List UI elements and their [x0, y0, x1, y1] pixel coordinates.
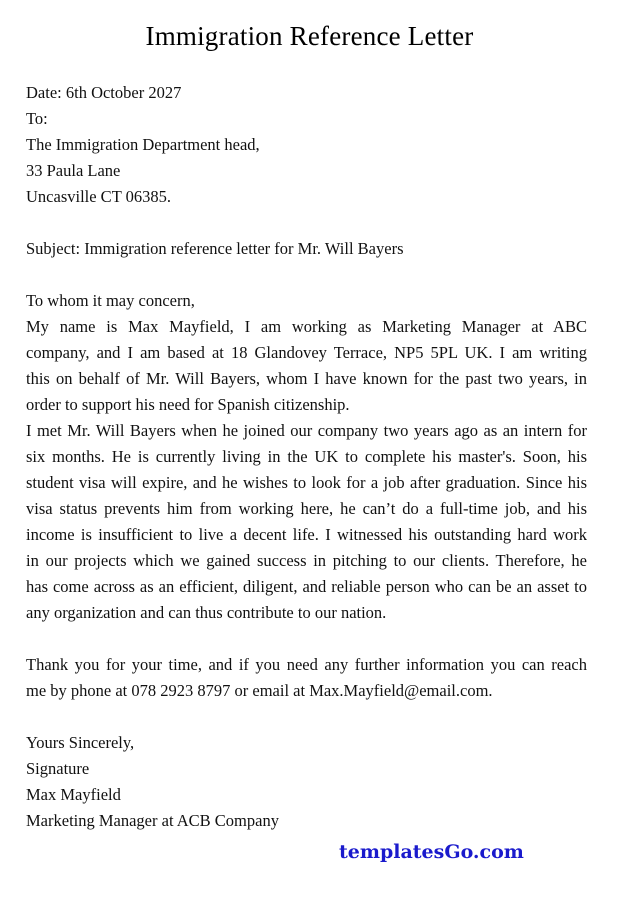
signature-line: Signature — [26, 759, 90, 778]
paragraph-line: visa status prevents him from working here, he can’t do a full-time job, and his — [26, 499, 587, 518]
paragraph-line: six months. He is currently living in the UK to complete his master's. Soon, his — [26, 447, 587, 466]
brand-watermark: templatesGo.com — [339, 841, 524, 863]
address-line-1: 33 Paula Lane — [26, 161, 121, 180]
paragraph-thanks — [26, 652, 587, 704]
paragraph-details — [26, 418, 587, 626]
paragraph-line: student visa will expire, and he wishes to look for a job after graduation. Since his — [26, 473, 587, 492]
signer-name: Max Mayfield — [26, 785, 121, 804]
paragraph-line: I met Mr. Will Bayers when he joined our company two years ago as an intern for — [26, 421, 587, 440]
paragraph-line: any organization and can thus contribute to our nation. — [26, 603, 387, 622]
date-line: Date: 6th October 2027 — [26, 83, 182, 102]
paragraph-line: me by phone at 078 2923 8797 or email at Max.Mayfield@email.com. — [26, 681, 493, 700]
paragraph-line: order to support his need for Spanish citizenship. — [26, 395, 350, 414]
paragraph-line: this on behalf of Mr. Will Bayers, whom I have known for the past two years, in — [26, 369, 587, 388]
paragraph-line: has come across as an efficient, diligent, and reliable person who can be an asset to — [26, 577, 587, 596]
paragraph-introduction — [26, 314, 587, 418]
paragraph-line: in our projects which we gained success in pitching to our clients. Therefore, he — [26, 551, 587, 570]
letter-title: Immigration Reference Letter — [145, 21, 474, 51]
to-line: To: — [26, 109, 48, 128]
valediction: Yours Sincerely, — [26, 733, 135, 752]
subject-line: Subject: Immigration reference letter for Mr. Will Bayers — [26, 239, 404, 258]
salutation: To whom it may concern, — [26, 291, 195, 310]
signer-position: Marketing Manager at ACB Company — [26, 811, 279, 830]
paragraph-line: My name is Max Mayfield, I am working as Marketing Manager at ABC — [26, 317, 587, 336]
paragraph-line: company, and I am based at 18 Glandovey Terrace, NP5 5PL UK. I am writing — [26, 343, 587, 362]
paragraph-line: income is insufficient to live a decent life. I witnessed his outstanding hard work — [26, 525, 587, 544]
paragraph-line: Thank you for your time, and if you need any further information you can reach — [26, 655, 587, 674]
address-line-2: Uncasville CT 06385. — [26, 187, 171, 206]
recipient-line: The Immigration Department head, — [26, 135, 260, 154]
